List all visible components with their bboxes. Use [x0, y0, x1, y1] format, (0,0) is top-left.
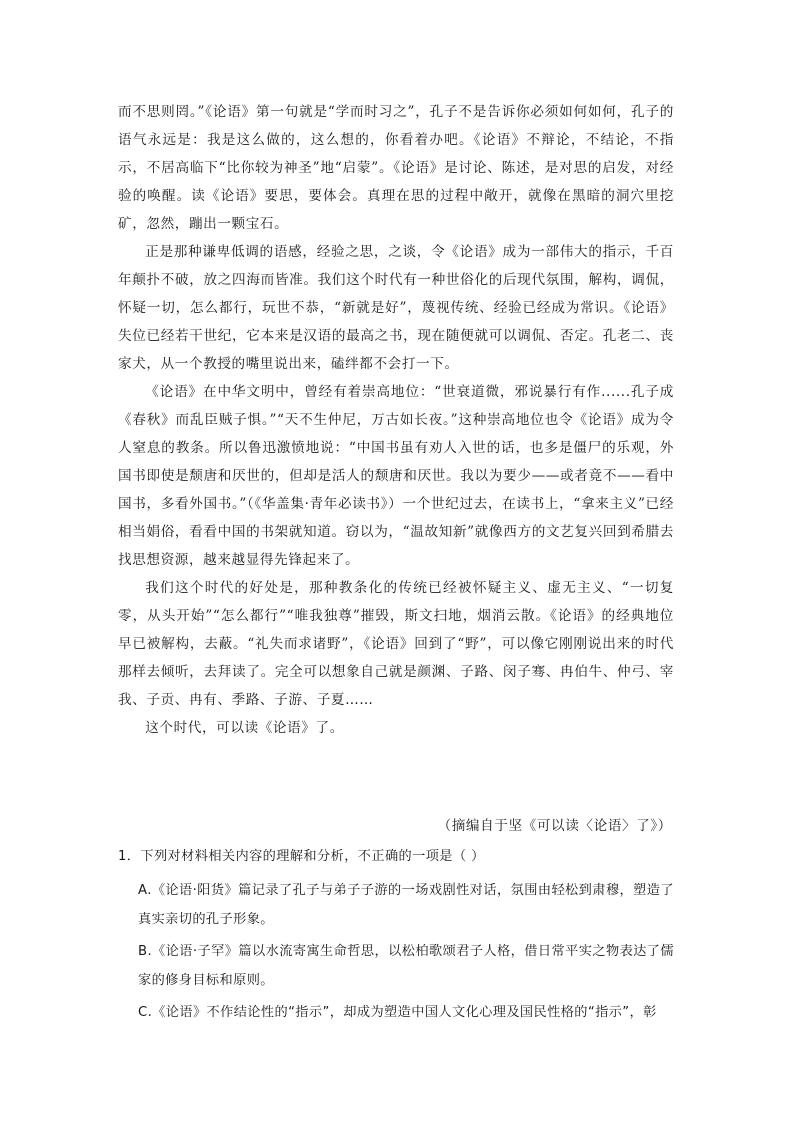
passage-source: （摘编自于坚《可以读〈论语〉了》）	[437, 818, 672, 834]
option-b: B.《论语·子罕》篇以水流寄寓生命哲思，以松柏歌颂君子人格，借日常平实之物表达了儒家的修身目标和原则。	[138, 944, 674, 988]
option-c: C.《论语》不作结论性的“指示”，却成为塑造中国人文化心理及国民性格的“指示”，彰	[138, 1005, 657, 1020]
option-a: A.《论语·阳货》篇记录了孔子与弟子子游的一场戏剧性对话，氛围由轻松到肃穆，塑造了真实亲切的孔子形象。	[138, 883, 674, 927]
passage-paragraph-5: 这个时代，可以读《论语》了。	[145, 720, 344, 736]
passage-paragraph-3: 《论语》在中华文明中，曾经有着崇高地位：“世衰道微，邪说暴行有作......孔子成《春秋》而乱臣贼子惧。”“天不生仲尼，万古如长夜。”这种崇高地位也令《论语》成为令人窒息的教条。所以鲁迅激愤地说：“中国书虽有劝人入世的话，也多是僵尸的乐观，外国书即使是颓唐和厌世的，但却是活人的颓唐和厌世。我以为要少——或者竟不——看中国书，多看外国书。”（《华盖集·青年必读书》）一个世纪过去，在读书上，“拿来主义”已经相当娟俗，看看中国的书架就知道。窃以为，“温故知新”就像西方的文艺复兴回到希腊去找思想资源，越来越显得先锋起来了。	[118, 384, 674, 568]
question-options	[118, 876, 674, 1027]
question-stem: 1．下列对材料相关内容的理解和分析，不正确的一项是（ ）	[118, 849, 485, 864]
passage-paragraph-1: 而不思则罔。”《论语》第一句就是“学而时习之”，孔子不是告诉你必须如何如何，孔子的语气永远是：我是这么做的，这么想的，你看着办吧。《论语》不辩论，不结论，不指示，不居高临下“比你较为神圣”地“启蒙”。《论语》是讨论、陈述，是对思的启发，对经验的唤醒。读《论语》要思，要体会。真理在思的过程中敞开，就像在黑暗的洞穴里挖矿，忽然，蹦出一颗宝石。	[118, 104, 674, 232]
reading-passage	[118, 98, 674, 742]
question-1	[118, 844, 674, 1027]
passage-paragraph-4: 我们这个时代的好处是，那种教条化的传统已经被怀疑主义、虚无主义、“一切复零，从头开始”“怎么都行”“唯我独尊”摧毁，斯文扫地，烟消云散。《论语》的经典地位早已被解构，去蔽。“礼失而求诸野”，《论语》回到了“野”，可以像它刚刚说出来的时代那样去倾听，去拜读了。完全可以想象自己就是颜渊、子路、闵子骞、冉伯牛、仲弓、宰我、子贡、冉有、季路、子游、子夏……	[118, 580, 674, 708]
passage-paragraph-2: 正是那种谦卑低调的语感，经验之思，之谈，令《论语》成为一部伟大的指示，千百年颠扑不破，放之四海而皆准。我们这个时代有一种世俗化的后现代氛围，解构，调侃，怀疑一切，怎么都行，玩世不恭，“新就是好”，蔑视传统、经验已经成为常识。《论语》失位已经若干世纪，它本来是汉语的最高之书，现在随便就可以调侃、否定。孔老二、丧家犬，从一个教授的嘴里说出来，磕绊都不会打一下。	[118, 244, 674, 372]
